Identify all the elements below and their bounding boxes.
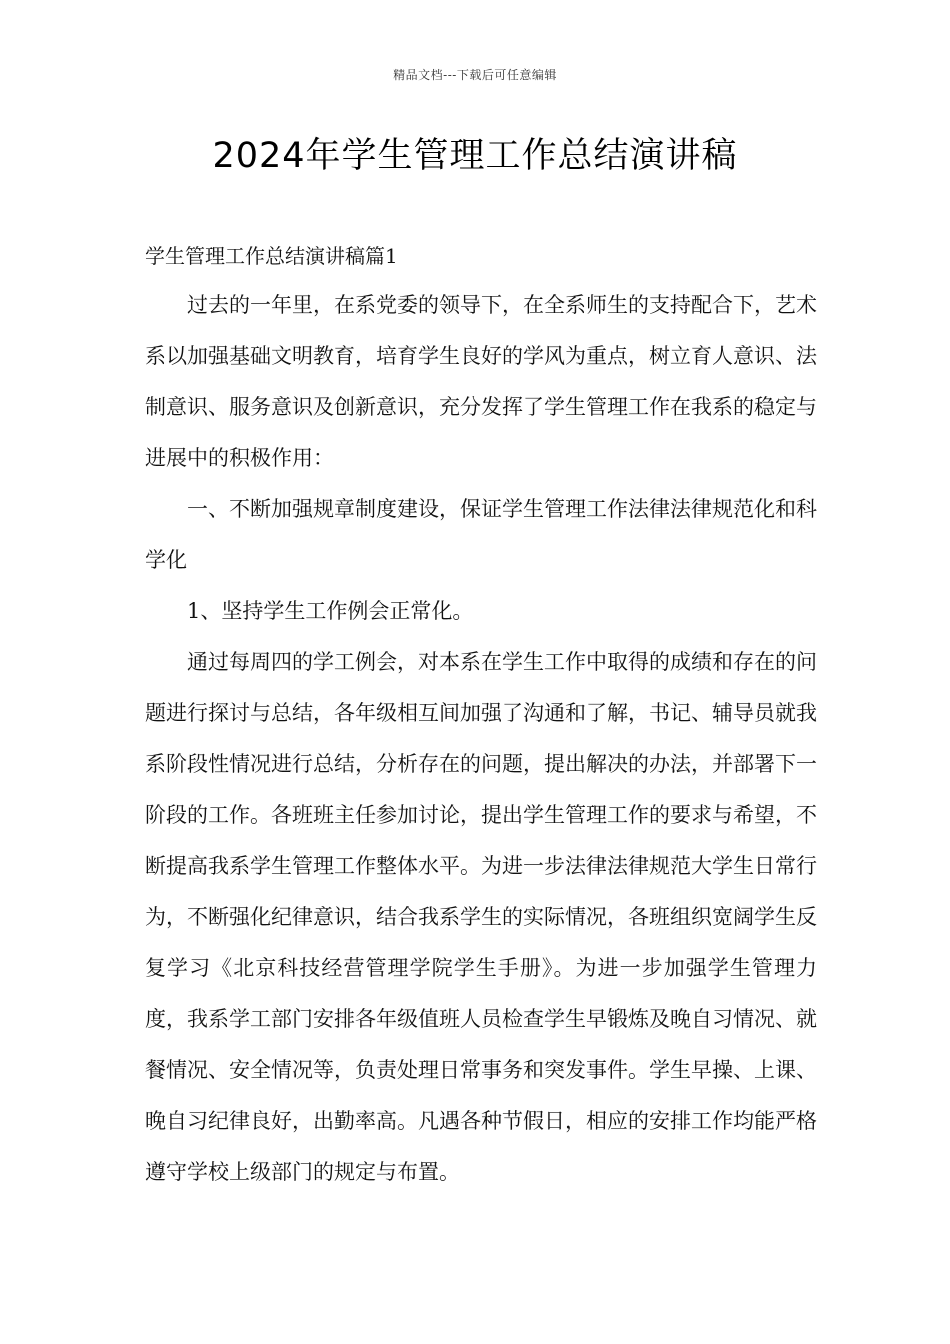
- paragraph-item-one: 1、坚持学生工作例会正常化。: [187, 599, 474, 623]
- section-heading: 学生管理工作总结演讲稿篇1: [145, 244, 398, 268]
- document-title: 2024年学生管理工作总结演讲稿: [212, 136, 738, 176]
- paragraph-details: 通过每周四的学工例会，对本系在学生工作中取得的成绩和存在的问题进行探讨与总结，各年级相互间加强了沟通和了解，书记、辅导员就我系阶段性情况进行总结，分析存在的问题，提出解决的办法，并部署下一阶段的工作。各班班主任参加讨论，提出学生管理工作的要求与希望，不断提高我系学生管理工作整体水平。为进一步法律法律规范大学生日常行为，不断强化纪律意识，结合我系学生的实际情况，各班组织宽阔学生反复学习《北京科技经营管理学院学生手册》。为进一步加强学生管理力度，我系学工部门安排各年级值班人员检查学生早锻炼及晚自习情况、就餐情况、安全情况等，负责处理日常事务和突发事件。学生早操、上课、晚自习纪律良好，出勤率高。凡遇各种节假日，相应的安排工作均能严格遵守学校上级部门的规定与布置。: [145, 650, 817, 1184]
- paragraph-intro: 过去的一年里，在系党委的领导下，在全系师生的支持配合下，艺术系以加强基础文明教育，培育学生良好的学风为重点，树立育人意识、法制意识、服务意识及创新意识，充分发挥了学生管理工作在我系的稳定与进展中的积极作用：: [145, 293, 817, 470]
- document-body: [145, 280, 817, 1198]
- header-note: 精品文档---下载后可任意编辑: [393, 68, 557, 82]
- paragraph-heading-one: 一、不断加强规章制度建设，保证学生管理工作法律法律规范化和科学化: [145, 497, 817, 572]
